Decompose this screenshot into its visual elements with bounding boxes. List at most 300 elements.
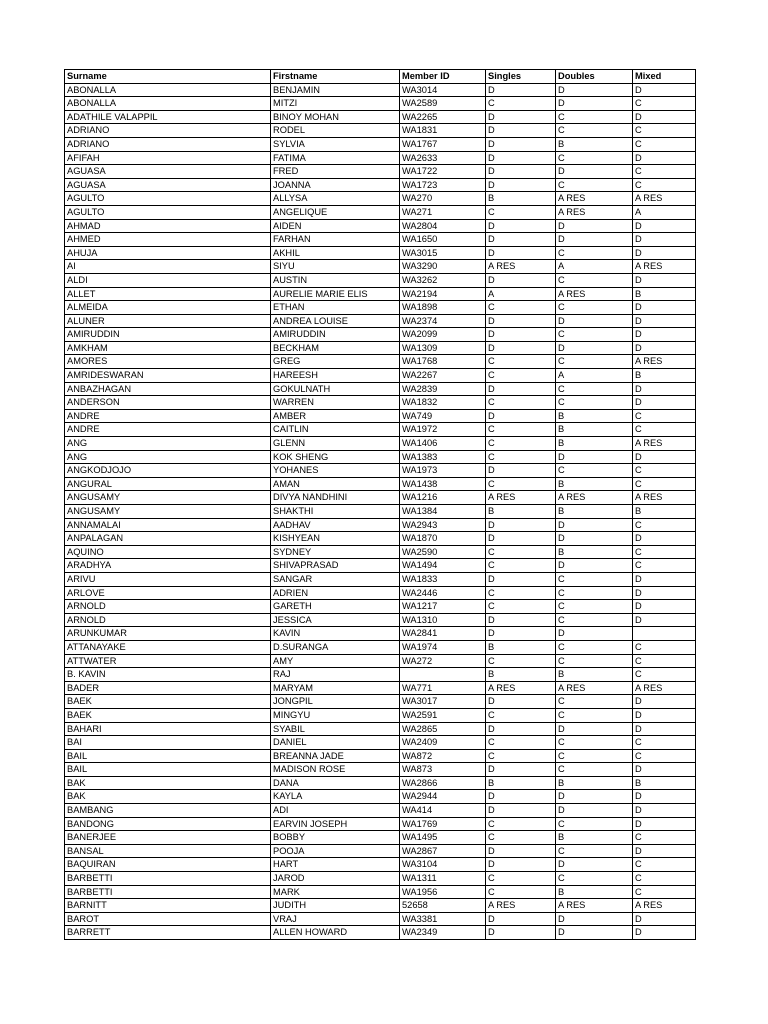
- cell-mixed: D: [633, 273, 696, 287]
- cell-firstname: MINGYU: [271, 708, 400, 722]
- cell-mixed: D: [633, 912, 696, 926]
- cell-firstname: FATIMA: [271, 151, 400, 165]
- cell-doubles: B: [556, 831, 633, 845]
- cell-doubles: C: [556, 600, 633, 614]
- cell-doubles: D: [556, 233, 633, 247]
- cell-firstname: GREG: [271, 355, 400, 369]
- cell-member-id: WA1310: [400, 613, 486, 627]
- cell-surname: ARLOVE: [65, 586, 271, 600]
- cell-firstname: JONGPIL: [271, 695, 400, 709]
- cell-surname: AMIRUDDIN: [65, 328, 271, 342]
- cell-surname: AMKHAM: [65, 341, 271, 355]
- cell-surname: ALDI: [65, 273, 271, 287]
- cell-surname: ANDRE: [65, 423, 271, 437]
- table-row: [65, 192, 696, 206]
- cell-singles: D: [486, 124, 556, 138]
- cell-firstname: KAVIN: [271, 627, 400, 641]
- cell-firstname: RAJ: [271, 668, 400, 682]
- cell-firstname: MARK: [271, 885, 400, 899]
- cell-mixed: D: [633, 328, 696, 342]
- cell-singles: D: [486, 328, 556, 342]
- table-row: [65, 668, 696, 682]
- cell-mixed: D: [633, 450, 696, 464]
- header-mixed: Mixed: [633, 70, 696, 84]
- table-row: [65, 437, 696, 451]
- table-row: [65, 763, 696, 777]
- cell-member-id: WA1311: [400, 872, 486, 886]
- cell-firstname: JESSICA: [271, 613, 400, 627]
- cell-firstname: ADI: [271, 804, 400, 818]
- cell-doubles: C: [556, 301, 633, 315]
- cell-surname: ANGURAL: [65, 477, 271, 491]
- cell-singles: D: [486, 165, 556, 179]
- cell-surname: BARBETTI: [65, 885, 271, 899]
- cell-doubles: C: [556, 872, 633, 886]
- cell-singles: C: [486, 437, 556, 451]
- cell-doubles: C: [556, 382, 633, 396]
- cell-mixed: D: [633, 110, 696, 124]
- cell-singles: D: [486, 464, 556, 478]
- cell-doubles: D: [556, 532, 633, 546]
- cell-surname: ANGUSAMY: [65, 491, 271, 505]
- cell-mixed: D: [633, 151, 696, 165]
- cell-firstname: MITZI: [271, 97, 400, 111]
- cell-firstname: AMAN: [271, 477, 400, 491]
- cell-member-id: WA1650: [400, 233, 486, 247]
- cell-singles: A RES: [486, 681, 556, 695]
- cell-firstname: AADHAV: [271, 518, 400, 532]
- cell-surname: ARUNKUMAR: [65, 627, 271, 641]
- table-row: [65, 219, 696, 233]
- cell-singles: D: [486, 409, 556, 423]
- cell-singles: D: [486, 532, 556, 546]
- cell-singles: B: [486, 505, 556, 519]
- cell-surname: ADRIANO: [65, 137, 271, 151]
- cell-firstname: KISHYEAN: [271, 532, 400, 546]
- table-row: [65, 301, 696, 315]
- cell-firstname: AMBER: [271, 409, 400, 423]
- cell-firstname: AUSTIN: [271, 273, 400, 287]
- cell-member-id: WA272: [400, 654, 486, 668]
- cell-member-id: WA2866: [400, 776, 486, 790]
- cell-doubles: A RES: [556, 491, 633, 505]
- cell-firstname: RODEL: [271, 124, 400, 138]
- cell-firstname: FRED: [271, 165, 400, 179]
- cell-firstname: ADRIEN: [271, 586, 400, 600]
- table-row: [65, 314, 696, 328]
- cell-mixed: D: [633, 382, 696, 396]
- cell-mixed: D: [633, 844, 696, 858]
- membership-table: [64, 69, 696, 940]
- cell-firstname: BREANNA JADE: [271, 749, 400, 763]
- cell-firstname: KOK SHENG: [271, 450, 400, 464]
- cell-doubles: C: [556, 246, 633, 260]
- cell-member-id: 52658: [400, 899, 486, 913]
- table-row: [65, 912, 696, 926]
- cell-firstname: SHIVAPRASAD: [271, 559, 400, 573]
- cell-surname: AGULTO: [65, 192, 271, 206]
- cell-doubles: D: [556, 518, 633, 532]
- cell-doubles: C: [556, 736, 633, 750]
- cell-mixed: C: [633, 409, 696, 423]
- cell-member-id: WA2839: [400, 382, 486, 396]
- cell-member-id: WA1495: [400, 831, 486, 845]
- table-header: [65, 70, 696, 84]
- table-row: [65, 382, 696, 396]
- cell-member-id: WA1216: [400, 491, 486, 505]
- table-row: [65, 831, 696, 845]
- table-row: [65, 708, 696, 722]
- table-row: [65, 165, 696, 179]
- cell-member-id: WA1406: [400, 437, 486, 451]
- cell-firstname: AMY: [271, 654, 400, 668]
- cell-singles: D: [486, 233, 556, 247]
- cell-singles: D: [486, 151, 556, 165]
- cell-singles: D: [486, 790, 556, 804]
- cell-doubles: D: [556, 314, 633, 328]
- cell-firstname: ETHAN: [271, 301, 400, 315]
- table-row: [65, 844, 696, 858]
- table-row: [65, 83, 696, 97]
- cell-doubles: C: [556, 844, 633, 858]
- cell-member-id: WA2267: [400, 369, 486, 383]
- cell-mixed: B: [633, 505, 696, 519]
- cell-doubles: C: [556, 464, 633, 478]
- cell-member-id: WA2943: [400, 518, 486, 532]
- cell-mixed: A RES: [633, 681, 696, 695]
- cell-surname: BANSAL: [65, 844, 271, 858]
- cell-firstname: ALLYSA: [271, 192, 400, 206]
- cell-mixed: D: [633, 586, 696, 600]
- cell-mixed: C: [633, 749, 696, 763]
- cell-surname: ALMEIDA: [65, 301, 271, 315]
- cell-doubles: D: [556, 804, 633, 818]
- cell-surname: AGUASA: [65, 178, 271, 192]
- cell-member-id: WA1494: [400, 559, 486, 573]
- cell-member-id: WA1831: [400, 124, 486, 138]
- table-row: [65, 858, 696, 872]
- table-row: [65, 586, 696, 600]
- cell-surname: AI: [65, 260, 271, 274]
- cell-surname: AGULTO: [65, 205, 271, 219]
- cell-surname: ANGKODJOJO: [65, 464, 271, 478]
- cell-doubles: C: [556, 640, 633, 654]
- table-row: [65, 205, 696, 219]
- cell-firstname: SYDNEY: [271, 545, 400, 559]
- cell-member-id: WA872: [400, 749, 486, 763]
- cell-member-id: WA1438: [400, 477, 486, 491]
- cell-firstname: GOKULNATH: [271, 382, 400, 396]
- cell-member-id: WA1769: [400, 817, 486, 831]
- cell-mixed: D: [633, 572, 696, 586]
- cell-singles: B: [486, 776, 556, 790]
- table-row: [65, 681, 696, 695]
- cell-firstname: BENJAMIN: [271, 83, 400, 97]
- cell-doubles: D: [556, 790, 633, 804]
- cell-surname: AMRIDESWARAN: [65, 369, 271, 383]
- cell-member-id: WA1217: [400, 600, 486, 614]
- cell-singles: C: [486, 396, 556, 410]
- cell-member-id: WA3381: [400, 912, 486, 926]
- cell-singles: C: [486, 817, 556, 831]
- cell-singles: A RES: [486, 899, 556, 913]
- table-row: [65, 736, 696, 750]
- table-row: [65, 776, 696, 790]
- table-row: [65, 450, 696, 464]
- cell-doubles: D: [556, 97, 633, 111]
- table-row: [65, 97, 696, 111]
- cell-member-id: WA2865: [400, 722, 486, 736]
- cell-singles: D: [486, 518, 556, 532]
- cell-firstname: JAROD: [271, 872, 400, 886]
- cell-firstname: SYABIL: [271, 722, 400, 736]
- cell-member-id: WA3290: [400, 260, 486, 274]
- table-row: [65, 233, 696, 247]
- header-surname: Surname: [65, 70, 271, 84]
- cell-doubles: A: [556, 369, 633, 383]
- cell-firstname: AMIRUDDIN: [271, 328, 400, 342]
- cell-mixed: D: [633, 790, 696, 804]
- cell-surname: ARADHYA: [65, 559, 271, 573]
- cell-mixed: D: [633, 301, 696, 315]
- cell-mixed: A RES: [633, 491, 696, 505]
- cell-surname: ANNAMALAI: [65, 518, 271, 532]
- cell-member-id: WA2590: [400, 545, 486, 559]
- cell-mixed: C: [633, 477, 696, 491]
- table-row: [65, 246, 696, 260]
- cell-singles: B: [486, 668, 556, 682]
- cell-doubles: C: [556, 613, 633, 627]
- cell-firstname: GLENN: [271, 437, 400, 451]
- cell-firstname: SIYU: [271, 260, 400, 274]
- cell-doubles: C: [556, 273, 633, 287]
- cell-singles: D: [486, 804, 556, 818]
- cell-member-id: WA1722: [400, 165, 486, 179]
- cell-member-id: WA2374: [400, 314, 486, 328]
- cell-mixed: D: [633, 708, 696, 722]
- cell-surname: BANERJEE: [65, 831, 271, 845]
- cell-singles: C: [486, 559, 556, 573]
- cell-mixed: A RES: [633, 355, 696, 369]
- table-row: [65, 613, 696, 627]
- cell-mixed: D: [633, 314, 696, 328]
- table-row: [65, 722, 696, 736]
- table-row: [65, 545, 696, 559]
- cell-singles: D: [486, 613, 556, 627]
- cell-firstname: DANIEL: [271, 736, 400, 750]
- cell-member-id: WA3104: [400, 858, 486, 872]
- cell-doubles: B: [556, 776, 633, 790]
- cell-singles: C: [486, 423, 556, 437]
- cell-firstname: MADISON ROSE: [271, 763, 400, 777]
- cell-mixed: C: [633, 654, 696, 668]
- cell-mixed: C: [633, 831, 696, 845]
- cell-doubles: D: [556, 165, 633, 179]
- cell-member-id: WA2446: [400, 586, 486, 600]
- cell-singles: C: [486, 586, 556, 600]
- cell-member-id: WA1956: [400, 885, 486, 899]
- cell-mixed: D: [633, 804, 696, 818]
- cell-singles: A RES: [486, 260, 556, 274]
- cell-firstname: KAYLA: [271, 790, 400, 804]
- cell-member-id: WA271: [400, 205, 486, 219]
- cell-doubles: A RES: [556, 287, 633, 301]
- cell-member-id: WA2349: [400, 926, 486, 940]
- cell-singles: D: [486, 314, 556, 328]
- cell-doubles: B: [556, 545, 633, 559]
- cell-surname: ANPALAGAN: [65, 532, 271, 546]
- cell-surname: AHUJA: [65, 246, 271, 260]
- cell-member-id: WA2591: [400, 708, 486, 722]
- cell-doubles: C: [556, 178, 633, 192]
- cell-mixed: D: [633, 817, 696, 831]
- table-row: [65, 260, 696, 274]
- cell-singles: C: [486, 97, 556, 111]
- table-row: [65, 341, 696, 355]
- cell-singles: D: [486, 110, 556, 124]
- cell-firstname: CAITLIN: [271, 423, 400, 437]
- cell-singles: C: [486, 872, 556, 886]
- table-row: [65, 627, 696, 641]
- cell-member-id: WA2633: [400, 151, 486, 165]
- cell-doubles: C: [556, 708, 633, 722]
- cell-singles: D: [486, 926, 556, 940]
- cell-member-id: WA1972: [400, 423, 486, 437]
- cell-mixed: C: [633, 423, 696, 437]
- cell-firstname: WARREN: [271, 396, 400, 410]
- table-row: [65, 559, 696, 573]
- table-row: [65, 491, 696, 505]
- cell-firstname: SANGAR: [271, 572, 400, 586]
- cell-doubles: B: [556, 409, 633, 423]
- cell-singles: C: [486, 477, 556, 491]
- cell-singles: A: [486, 287, 556, 301]
- cell-mixed: C: [633, 885, 696, 899]
- cell-member-id: WA771: [400, 681, 486, 695]
- cell-member-id: WA2409: [400, 736, 486, 750]
- cell-mixed: C: [633, 858, 696, 872]
- cell-mixed: A RES: [633, 437, 696, 451]
- cell-doubles: C: [556, 695, 633, 709]
- header-singles: Singles: [486, 70, 556, 84]
- cell-doubles: D: [556, 627, 633, 641]
- cell-firstname: SYLVIA: [271, 137, 400, 151]
- cell-doubles: C: [556, 355, 633, 369]
- cell-singles: C: [486, 600, 556, 614]
- cell-doubles: C: [556, 110, 633, 124]
- cell-singles: C: [486, 545, 556, 559]
- table-row: [65, 572, 696, 586]
- cell-mixed: A: [633, 205, 696, 219]
- cell-doubles: C: [556, 328, 633, 342]
- cell-mixed: B: [633, 369, 696, 383]
- cell-surname: ANDERSON: [65, 396, 271, 410]
- cell-doubles: B: [556, 668, 633, 682]
- cell-surname: BAI: [65, 736, 271, 750]
- table-row: [65, 355, 696, 369]
- cell-surname: B. KAVIN: [65, 668, 271, 682]
- cell-firstname: AKHIL: [271, 246, 400, 260]
- table-row: [65, 804, 696, 818]
- cell-member-id: WA1309: [400, 341, 486, 355]
- cell-surname: ABONALLA: [65, 97, 271, 111]
- cell-member-id: WA2589: [400, 97, 486, 111]
- cell-firstname: HAREESH: [271, 369, 400, 383]
- cell-doubles: D: [556, 926, 633, 940]
- cell-member-id: WA414: [400, 804, 486, 818]
- cell-singles: D: [486, 858, 556, 872]
- cell-firstname: POOJA: [271, 844, 400, 858]
- cell-doubles: D: [556, 912, 633, 926]
- cell-member-id: WA3017: [400, 695, 486, 709]
- cell-member-id: WA2265: [400, 110, 486, 124]
- cell-member-id: WA2804: [400, 219, 486, 233]
- cell-mixed: C: [633, 464, 696, 478]
- cell-doubles: B: [556, 885, 633, 899]
- cell-firstname: JUDITH: [271, 899, 400, 913]
- cell-mixed: C: [633, 640, 696, 654]
- table-row: [65, 790, 696, 804]
- cell-mixed: D: [633, 83, 696, 97]
- cell-member-id: WA2194: [400, 287, 486, 301]
- cell-doubles: D: [556, 722, 633, 736]
- cell-doubles: D: [556, 450, 633, 464]
- cell-singles: D: [486, 246, 556, 260]
- cell-firstname: BOBBY: [271, 831, 400, 845]
- table-row: [65, 110, 696, 124]
- cell-firstname: AIDEN: [271, 219, 400, 233]
- cell-doubles: A RES: [556, 899, 633, 913]
- cell-doubles: A RES: [556, 205, 633, 219]
- cell-mixed: [633, 627, 696, 641]
- cell-doubles: D: [556, 858, 633, 872]
- cell-member-id: WA1384: [400, 505, 486, 519]
- cell-singles: D: [486, 763, 556, 777]
- cell-member-id: WA270: [400, 192, 486, 206]
- cell-surname: AHMAD: [65, 219, 271, 233]
- cell-singles: A RES: [486, 491, 556, 505]
- cell-doubles: C: [556, 396, 633, 410]
- cell-doubles: C: [556, 749, 633, 763]
- cell-singles: C: [486, 369, 556, 383]
- cell-member-id: WA1723: [400, 178, 486, 192]
- cell-doubles: C: [556, 572, 633, 586]
- cell-singles: D: [486, 273, 556, 287]
- cell-member-id: WA1973: [400, 464, 486, 478]
- cell-surname: AHMED: [65, 233, 271, 247]
- cell-singles: C: [486, 654, 556, 668]
- table-row: [65, 654, 696, 668]
- cell-surname: ANGUSAMY: [65, 505, 271, 519]
- cell-singles: D: [486, 219, 556, 233]
- cell-member-id: WA1832: [400, 396, 486, 410]
- cell-surname: ANG: [65, 450, 271, 464]
- cell-singles: D: [486, 341, 556, 355]
- header-firstname: Firstname: [271, 70, 400, 84]
- table-row: [65, 505, 696, 519]
- cell-doubles: B: [556, 505, 633, 519]
- cell-surname: ALLET: [65, 287, 271, 301]
- cell-doubles: C: [556, 586, 633, 600]
- cell-doubles: B: [556, 477, 633, 491]
- table-row: [65, 137, 696, 151]
- cell-surname: ATTWATER: [65, 654, 271, 668]
- table-row: [65, 695, 696, 709]
- cell-member-id: WA2867: [400, 844, 486, 858]
- header-doubles: Doubles: [556, 70, 633, 84]
- cell-singles: C: [486, 736, 556, 750]
- table-row: [65, 409, 696, 423]
